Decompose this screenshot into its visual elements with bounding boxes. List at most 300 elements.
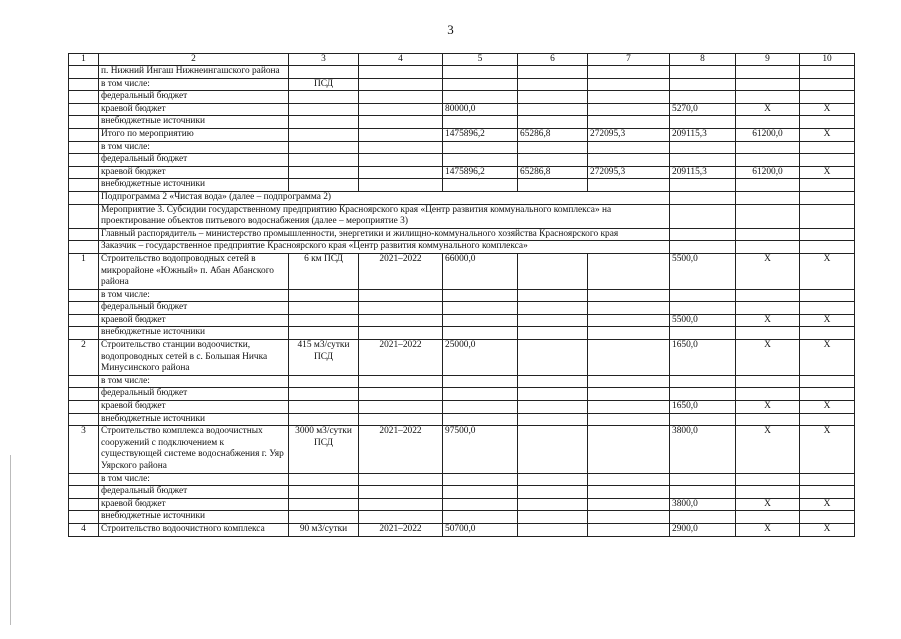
table-cell <box>670 375 736 388</box>
table-cell <box>736 473 800 486</box>
table-cell <box>736 413 800 426</box>
table-cell <box>518 401 588 414</box>
table-row <box>69 314 855 327</box>
table-cell <box>588 426 670 473</box>
row-number-cell <box>69 289 99 302</box>
table-cell: 5500,0 <box>670 253 736 289</box>
section-row <box>69 191 855 204</box>
table-cell <box>588 511 670 524</box>
table-cell: ПСД <box>289 78 359 91</box>
table-cell: 6 км ПСД <box>289 253 359 289</box>
table-cell: 272095,3 <box>588 128 670 141</box>
table-cell <box>736 511 800 524</box>
section-text: Мероприятие 3. Субсидии государственному предприятию Красноярского края «Центр развития коммунального комплекса» на проектирование объектов питьевого водоснабжения (далее – мероприятие 3) <box>99 204 670 228</box>
table-cell: 61200,0 <box>736 128 800 141</box>
table-cell <box>359 141 443 154</box>
table-cell <box>670 327 736 340</box>
table-cell <box>518 103 588 116</box>
table-row <box>69 327 855 340</box>
table-cell <box>800 241 855 254</box>
row-number-cell <box>69 154 99 167</box>
table-cell <box>800 511 855 524</box>
table-cell <box>736 66 800 79</box>
table-cell <box>800 78 855 91</box>
row-number-cell <box>69 473 99 486</box>
row-description: федеральный бюджет <box>99 486 289 499</box>
table-cell: Х <box>800 103 855 116</box>
table-cell <box>518 302 588 315</box>
row-number-cell <box>69 388 99 401</box>
table-row <box>69 473 855 486</box>
table-cell <box>588 523 670 536</box>
table-row <box>69 78 855 91</box>
table-cell <box>359 103 443 116</box>
table-cell <box>443 179 518 192</box>
table-cell <box>736 302 800 315</box>
table-cell <box>588 116 670 129</box>
table-cell: 3800,0 <box>670 426 736 473</box>
table-cell: Х <box>736 498 800 511</box>
table-cell <box>588 314 670 327</box>
table-cell: Х <box>800 340 855 376</box>
table-cell <box>359 486 443 499</box>
table-cell <box>670 289 736 302</box>
table-cell <box>800 327 855 340</box>
table-cell <box>588 340 670 376</box>
table-cell <box>670 116 736 129</box>
table-cell <box>736 154 800 167</box>
table-cell <box>289 401 359 414</box>
table-row <box>69 388 855 401</box>
table-cell <box>443 401 518 414</box>
table-cell <box>518 154 588 167</box>
table-cell <box>736 191 800 204</box>
table-row <box>69 166 855 179</box>
row-number-cell <box>69 179 99 192</box>
table-cell <box>670 413 736 426</box>
table-cell <box>800 375 855 388</box>
table-cell: 1650,0 <box>670 340 736 376</box>
table-cell <box>800 289 855 302</box>
table-cell <box>359 78 443 91</box>
row-description: внебюджетные источники <box>99 327 289 340</box>
table-cell: 2021–2022 <box>359 340 443 376</box>
column-header: 5 <box>443 54 518 66</box>
table-row <box>69 253 855 289</box>
table-row <box>69 103 855 116</box>
row-description: внебюджетные источники <box>99 413 289 426</box>
row-description: Строительство водоочистного комплекса <box>99 523 289 536</box>
table-cell <box>588 103 670 116</box>
table-cell <box>518 375 588 388</box>
table-cell: Х <box>800 253 855 289</box>
table-cell <box>670 473 736 486</box>
table-cell <box>670 302 736 315</box>
table-cell <box>443 66 518 79</box>
table-cell <box>443 511 518 524</box>
table-cell: Х <box>736 103 800 116</box>
table-cell <box>289 289 359 302</box>
section-row <box>69 228 855 241</box>
table-cell <box>518 413 588 426</box>
table-cell <box>443 327 518 340</box>
table-cell <box>518 314 588 327</box>
table-cell <box>800 91 855 104</box>
table-body <box>69 66 855 537</box>
table-cell <box>359 401 443 414</box>
table-cell: Х <box>736 340 800 376</box>
table-cell <box>800 191 855 204</box>
table-cell <box>670 511 736 524</box>
table-cell: 5500,0 <box>670 314 736 327</box>
table-row <box>69 401 855 414</box>
column-header: 6 <box>518 54 588 66</box>
table-cell: 272095,3 <box>588 166 670 179</box>
table-cell <box>588 473 670 486</box>
table-cell: Х <box>800 523 855 536</box>
table-cell <box>289 375 359 388</box>
table-cell <box>736 179 800 192</box>
table-cell <box>800 473 855 486</box>
table-cell <box>588 253 670 289</box>
table-cell <box>588 413 670 426</box>
table-cell <box>670 204 736 228</box>
table-cell <box>588 154 670 167</box>
table-cell: Х <box>800 498 855 511</box>
row-description: внебюджетные источники <box>99 116 289 129</box>
table-cell <box>588 302 670 315</box>
table-cell <box>736 141 800 154</box>
row-description: в том числе: <box>99 78 289 91</box>
table-cell: Х <box>736 523 800 536</box>
page-number: 3 <box>447 22 454 37</box>
table-cell: Х <box>800 426 855 473</box>
row-number-cell: 3 <box>69 426 99 473</box>
table-cell: 65286,8 <box>518 128 588 141</box>
table-cell <box>588 401 670 414</box>
table-cell <box>736 116 800 129</box>
row-description: краевой бюджет <box>99 103 289 116</box>
table-cell <box>736 289 800 302</box>
table-cell: 1475896,2 <box>443 128 518 141</box>
table-cell <box>443 154 518 167</box>
table-row <box>69 302 855 315</box>
table-row <box>69 426 855 473</box>
table-row <box>69 154 855 167</box>
table-cell <box>289 327 359 340</box>
table-cell <box>588 498 670 511</box>
table-cell <box>800 66 855 79</box>
row-description: краевой бюджет <box>99 314 289 327</box>
table-cell <box>670 228 736 241</box>
table-cell <box>588 179 670 192</box>
table-cell <box>359 91 443 104</box>
table-cell <box>800 486 855 499</box>
table-cell <box>289 128 359 141</box>
table-cell: Х <box>736 253 800 289</box>
table-cell <box>736 91 800 104</box>
row-description: краевой бюджет <box>99 498 289 511</box>
table-cell: 50700,0 <box>443 523 518 536</box>
table-cell <box>289 141 359 154</box>
table-cell <box>518 289 588 302</box>
table-cell <box>518 253 588 289</box>
row-number-cell <box>69 128 99 141</box>
row-description: краевой бюджет <box>99 401 289 414</box>
section-text: Главный распорядитель – министерство промышленности, энергетики и жилищно-коммунального хозяйства Красноярского края <box>99 228 670 241</box>
section-row <box>69 241 855 254</box>
table-cell <box>443 91 518 104</box>
table-row <box>69 523 855 536</box>
table-cell <box>518 141 588 154</box>
table-cell: 1650,0 <box>670 401 736 414</box>
table-cell <box>443 289 518 302</box>
row-description: федеральный бюджет <box>99 91 289 104</box>
table-cell <box>670 141 736 154</box>
row-number-cell <box>69 375 99 388</box>
table-cell <box>289 511 359 524</box>
table-cell: Х <box>800 166 855 179</box>
table-cell <box>359 413 443 426</box>
table-row <box>69 128 855 141</box>
table-cell <box>443 314 518 327</box>
row-description: федеральный бюджет <box>99 302 289 315</box>
table-cell <box>359 327 443 340</box>
table-cell <box>359 511 443 524</box>
row-number-cell <box>69 66 99 79</box>
row-number-cell <box>69 498 99 511</box>
table-cell <box>518 78 588 91</box>
table-cell <box>359 116 443 129</box>
table-cell: 2021–2022 <box>359 523 443 536</box>
table-row <box>69 116 855 129</box>
row-number-cell: 4 <box>69 523 99 536</box>
row-number-cell <box>69 511 99 524</box>
table-cell <box>736 228 800 241</box>
row-number-cell <box>69 116 99 129</box>
row-description: в том числе: <box>99 473 289 486</box>
budget-table <box>68 53 855 537</box>
table-cell <box>289 154 359 167</box>
table-cell <box>289 116 359 129</box>
row-number-cell <box>69 141 99 154</box>
table-cell: 65286,8 <box>518 166 588 179</box>
table-cell <box>518 179 588 192</box>
table-cell <box>800 179 855 192</box>
table-cell <box>359 289 443 302</box>
table-cell <box>359 314 443 327</box>
table-cell: 66000,0 <box>443 253 518 289</box>
table-cell <box>359 473 443 486</box>
row-number-cell <box>69 486 99 499</box>
table-cell <box>588 375 670 388</box>
table-cell <box>289 66 359 79</box>
row-number-cell <box>69 166 99 179</box>
table-cell: 2900,0 <box>670 523 736 536</box>
row-number-cell <box>69 241 99 254</box>
row-number-cell <box>69 103 99 116</box>
row-number-cell <box>69 327 99 340</box>
table-cell <box>736 327 800 340</box>
table-cell <box>736 78 800 91</box>
table-cell <box>588 327 670 340</box>
table-row <box>69 289 855 302</box>
table-cell <box>289 413 359 426</box>
table-cell: Х <box>800 401 855 414</box>
table-row <box>69 66 855 79</box>
section-text: Заказчик – государственное предприятие Красноярского края «Центр развития коммунального комплекса» <box>99 241 670 254</box>
table-cell <box>588 388 670 401</box>
table-cell <box>670 388 736 401</box>
table-cell <box>670 78 736 91</box>
row-description: Строительство комплекса водоочистных сооружений с подключением к существующей системе водоснабжения г. Уяр Уярского района <box>99 426 289 473</box>
row-number-cell <box>69 204 99 228</box>
table-cell: 25000,0 <box>443 340 518 376</box>
table-cell <box>289 166 359 179</box>
table-cell: 61200,0 <box>736 166 800 179</box>
table-cell <box>736 241 800 254</box>
scan-margin-line <box>10 455 11 625</box>
table-cell <box>670 66 736 79</box>
row-description: внебюджетные источники <box>99 179 289 192</box>
table-cell <box>518 388 588 401</box>
table-cell <box>736 375 800 388</box>
table-cell: 97500,0 <box>443 426 518 473</box>
row-description: п. Нижний Ингаш Нижнеингашского района <box>99 66 289 79</box>
table-cell <box>518 327 588 340</box>
table-cell <box>518 498 588 511</box>
table-cell <box>588 486 670 499</box>
section-row <box>69 204 855 228</box>
table-row <box>69 413 855 426</box>
row-description: краевой бюджет <box>99 166 289 179</box>
table-cell <box>800 141 855 154</box>
table-cell <box>289 314 359 327</box>
table-cell <box>800 302 855 315</box>
table-cell <box>359 302 443 315</box>
column-header: 2 <box>99 54 289 66</box>
table-cell: Х <box>736 426 800 473</box>
table-cell <box>289 473 359 486</box>
table-row <box>69 375 855 388</box>
row-description: Итого по мероприятию <box>99 128 289 141</box>
row-number-cell <box>69 78 99 91</box>
table-cell <box>588 141 670 154</box>
row-number-cell <box>69 91 99 104</box>
table-cell <box>518 116 588 129</box>
table-cell <box>289 388 359 401</box>
table-row <box>69 179 855 192</box>
table-cell <box>670 241 736 254</box>
column-header: 3 <box>289 54 359 66</box>
row-number-cell <box>69 191 99 204</box>
table-cell: 90 м3/сутки <box>289 523 359 536</box>
table-cell <box>443 302 518 315</box>
table-cell: 2021–2022 <box>359 253 443 289</box>
row-number-cell <box>69 228 99 241</box>
table-cell <box>800 154 855 167</box>
table-cell <box>359 66 443 79</box>
column-header: 9 <box>736 54 800 66</box>
table-cell <box>518 511 588 524</box>
table-cell <box>670 179 736 192</box>
table-cell <box>518 426 588 473</box>
table-row <box>69 486 855 499</box>
table-cell <box>289 91 359 104</box>
row-number-cell <box>69 302 99 315</box>
table-cell <box>518 486 588 499</box>
column-number-row <box>69 54 855 66</box>
table-cell <box>359 166 443 179</box>
table-cell <box>289 302 359 315</box>
row-description: в том числе: <box>99 375 289 388</box>
column-header: 4 <box>359 54 443 66</box>
table-cell: Х <box>800 314 855 327</box>
row-description: федеральный бюджет <box>99 388 289 401</box>
table-cell: 2021–2022 <box>359 426 443 473</box>
table-cell <box>443 486 518 499</box>
row-number-cell: 1 <box>69 253 99 289</box>
table-cell <box>670 154 736 167</box>
table-cell <box>359 154 443 167</box>
table-cell <box>443 375 518 388</box>
row-description: в том числе: <box>99 141 289 154</box>
row-number-cell <box>69 401 99 414</box>
table-cell <box>359 498 443 511</box>
table-cell <box>359 375 443 388</box>
table-cell: Х <box>736 314 800 327</box>
table-cell <box>736 486 800 499</box>
table-cell <box>289 498 359 511</box>
table-row <box>69 498 855 511</box>
table-cell <box>800 388 855 401</box>
table-cell <box>518 340 588 376</box>
table-row <box>69 141 855 154</box>
table-cell <box>443 498 518 511</box>
table-cell <box>443 473 518 486</box>
table-cell: 3800,0 <box>670 498 736 511</box>
table-cell <box>359 179 443 192</box>
column-header: 10 <box>800 54 855 66</box>
table-cell <box>670 91 736 104</box>
table-cell <box>670 191 736 204</box>
table-cell <box>800 204 855 228</box>
column-header: 8 <box>670 54 736 66</box>
table-cell <box>736 204 800 228</box>
row-description: федеральный бюджет <box>99 154 289 167</box>
table-cell: 5270,0 <box>670 103 736 116</box>
table-cell <box>518 91 588 104</box>
table-cell: Х <box>736 401 800 414</box>
table-cell <box>518 523 588 536</box>
row-description: Строительство водопроводных сетей в микрорайоне «Южный» п. Абан Абанского района <box>99 253 289 289</box>
table-cell <box>443 413 518 426</box>
row-number-cell <box>69 314 99 327</box>
table-cell <box>800 228 855 241</box>
table-cell: Х <box>800 128 855 141</box>
table-cell <box>289 486 359 499</box>
column-header: 7 <box>588 54 670 66</box>
table-cell <box>443 116 518 129</box>
table-cell <box>289 103 359 116</box>
table-cell <box>443 388 518 401</box>
section-text: Подпрограмма 2 «Чистая вода» (далее – подпрограмма 2) <box>99 191 670 204</box>
table-cell: 80000,0 <box>443 103 518 116</box>
table-cell: 415 м3/сутки ПСД <box>289 340 359 376</box>
table-cell <box>443 141 518 154</box>
table-cell <box>588 289 670 302</box>
table-cell: 3000 м3/сутки ПСД <box>289 426 359 473</box>
